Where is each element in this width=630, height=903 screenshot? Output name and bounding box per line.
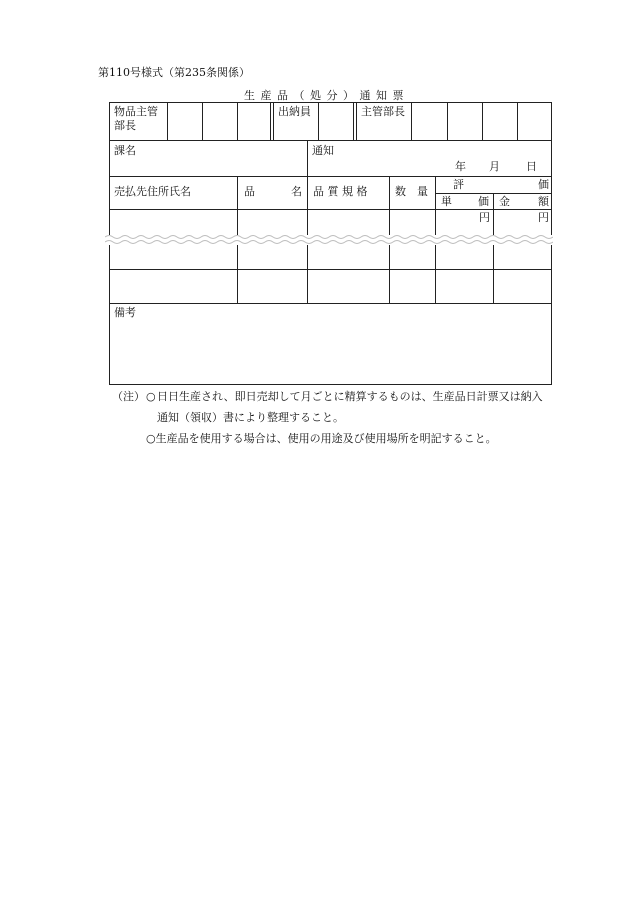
rule [307,140,308,178]
rule [551,102,552,235]
col-spec: 品 質 規 格 [313,185,368,198]
rule [109,269,552,270]
date-year: 年 [455,160,466,173]
rule [109,176,435,177]
rule [356,102,357,140]
section-label: 課名 [114,144,136,157]
notes-prefix: （注） [112,390,145,403]
note-1-line-2: 通知（領収）書により整理すること。 [157,411,344,424]
dept-head-label-1: 物品主管 [114,105,158,118]
col-quantity: 数 量 [395,185,428,198]
yen-unit-1: 円 [479,211,490,224]
note-1-line-1: 日日生産され、即日売却して月ごとに精算するものは、生産品日計票又は納入 [157,390,543,403]
col-unit-price-2: 価 [478,195,489,208]
rule [237,176,238,235]
main-dept-head-label: 主管部長 [361,105,405,118]
rule [109,303,552,304]
notice-label: 通知 [312,144,334,157]
rule [493,245,494,303]
rule [435,193,552,194]
col-amount-2: 額 [538,195,549,208]
rule [482,102,483,140]
date-month: 月 [489,160,500,173]
rule [237,102,238,140]
rule [109,384,552,385]
rule [202,102,203,140]
rule [447,102,448,140]
issuer-label: 出納員 [278,105,311,118]
rule [273,102,274,140]
rule [318,102,319,140]
rule [237,245,238,303]
dept-head-label-2: 部長 [114,119,136,132]
note-bullet: ○ [146,390,156,403]
date-day: 日 [526,160,537,173]
note-2: ○生産品を使用する場合は、使用の用途及び使用場所を明記すること。 [146,432,497,445]
rule [109,209,552,210]
col-valuation-1: 評 [453,178,464,191]
rule [109,245,110,385]
rule [389,176,390,235]
rule [435,245,436,303]
rule [307,245,308,303]
rule [109,102,552,103]
rule [109,102,110,235]
remarks-label: 備考 [114,306,136,319]
rule [493,193,494,235]
col-item-1: 品 [244,185,255,198]
col-valuation-2: 価 [538,178,549,191]
rule [307,176,308,235]
rule [353,102,354,140]
form-title: 生 産 品 （ 処 分 ） 通 知 票 [244,89,405,102]
rule [551,245,552,385]
col-item-2: 名 [291,185,302,198]
form-number: 第110号様式（第235条関係） [98,66,250,79]
yen-unit-2: 円 [538,211,549,224]
col-buyer: 売払先住所氏名 [114,185,191,198]
rule [270,102,271,140]
rule [109,140,552,141]
break-line [105,232,553,246]
rule [435,176,436,235]
col-amount-1: 金 [499,195,510,208]
rule [167,102,168,140]
rule [517,102,518,140]
col-unit-price-1: 単 [441,195,452,208]
rule [411,102,412,140]
rule [435,176,552,177]
rule [389,245,390,303]
